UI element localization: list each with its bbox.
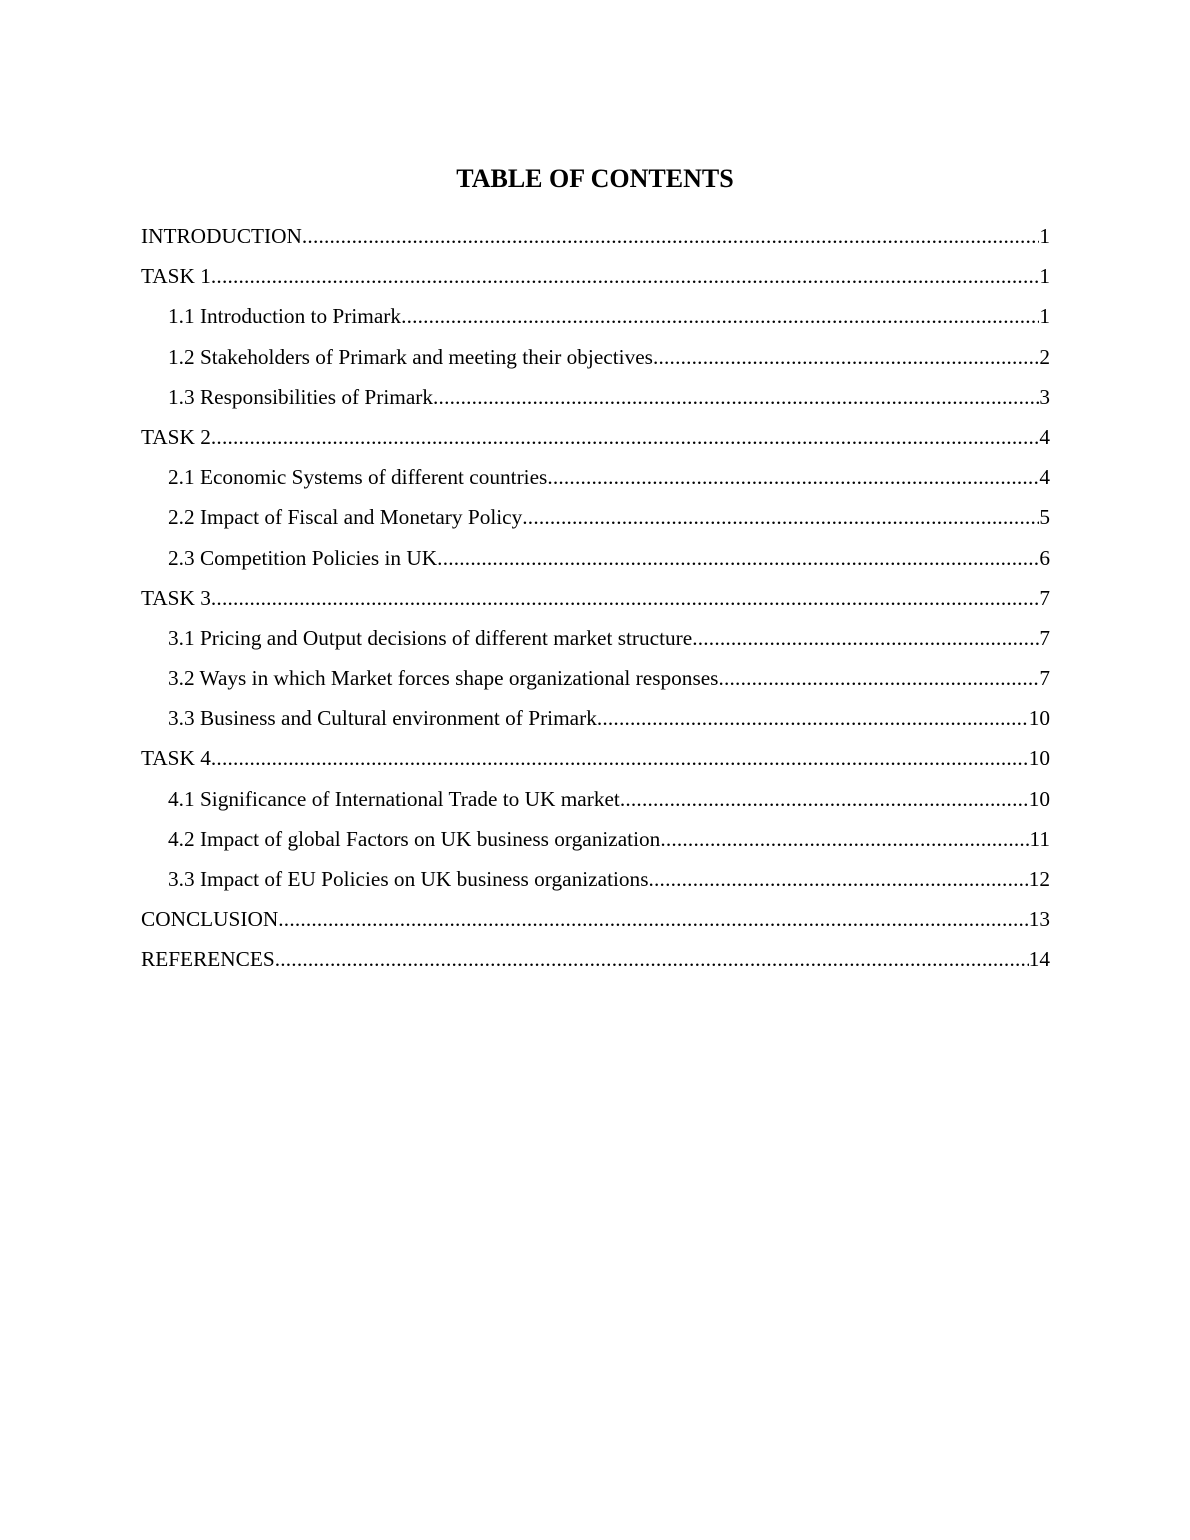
toc-entry[interactable] [141, 700, 1050, 740]
toc-entry-label: 1.2 Stakeholders of Primark and meeting their objectives [168, 344, 653, 369]
toc-entry-page: 7 [1039, 625, 1050, 650]
dot-leader [522, 499, 1039, 535]
toc-entry-label: REFERENCES [141, 947, 275, 972]
toc-entry[interactable] [141, 901, 1050, 941]
toc-entry-page: 10 [1028, 746, 1050, 771]
toc-entry-page: 12 [1028, 867, 1050, 891]
toc-entry[interactable] [141, 339, 1050, 379]
toc-entry-page: 1 [1039, 224, 1050, 248]
toc-entry-label: 4.1 Significance of International Trade to UK market [168, 786, 620, 811]
toc-entry-label: TASK 1 [141, 264, 211, 289]
toc-entry[interactable] [141, 781, 1050, 821]
toc-entry[interactable] [141, 419, 1050, 459]
toc-entry[interactable] [141, 861, 1050, 901]
dot-leader [718, 660, 1039, 696]
toc-entry[interactable] [141, 821, 1050, 861]
toc-entry-label: TASK 2 [141, 424, 211, 449]
dot-leader [211, 258, 1039, 294]
toc-entry-label: TASK 3 [141, 585, 211, 610]
toc-entry-label: 4.2 Impact of global Factors on UK business organization [168, 826, 661, 851]
dot-leader [597, 700, 1029, 736]
dot-leader [401, 298, 1039, 334]
toc-entry[interactable] [141, 620, 1050, 660]
dot-leader [433, 379, 1039, 415]
toc-entry[interactable] [141, 379, 1050, 419]
toc-entry-label: 3.3 Impact of EU Policies on UK business organizations [168, 867, 649, 891]
toc-entry-page: 4 [1039, 424, 1050, 449]
toc-entry-label: 3.2 Ways in which Market forces shape organizational responses [168, 666, 719, 691]
toc-entry-page: 11 [1029, 826, 1050, 851]
toc-entry[interactable] [141, 580, 1050, 620]
toc-list [141, 218, 1050, 982]
toc-entry-label: 3.1 Pricing and Output decisions of different market structure [168, 625, 693, 650]
toc-entry-label: 1.3 Responsibilities of Primark [168, 384, 434, 409]
dot-leader [211, 580, 1039, 616]
dot-leader [211, 740, 1029, 776]
dot-leader [547, 459, 1039, 495]
toc-entry-page: 5 [1039, 505, 1050, 530]
dot-leader [649, 861, 1029, 897]
toc-entry-label: INTRODUCTION [141, 224, 302, 248]
toc-entry-label: CONCLUSION [141, 907, 279, 932]
toc-entry-page: 10 [1028, 786, 1050, 811]
toc-entry-page: 7 [1039, 666, 1050, 691]
toc-entry[interactable] [141, 660, 1050, 700]
toc-entry-page: 4 [1039, 465, 1050, 490]
toc-entry[interactable] [141, 218, 1050, 258]
toc-entry-page: 10 [1028, 706, 1050, 731]
dot-leader [620, 781, 1029, 817]
dot-leader [302, 218, 1039, 254]
toc-entry-label: 1.1 Introduction to Primark [168, 304, 402, 329]
dot-leader [660, 821, 1029, 857]
toc-entry[interactable] [141, 941, 1050, 981]
toc-entry-page: 7 [1039, 585, 1050, 610]
dot-leader [692, 620, 1039, 656]
toc-entry-page: 2 [1039, 344, 1050, 369]
dot-leader [437, 540, 1039, 576]
toc-entry[interactable] [141, 499, 1050, 539]
toc-entry[interactable] [141, 740, 1050, 780]
toc-entry-label: 3.3 Business and Cultural environment of Primark [168, 706, 597, 731]
toc-entry[interactable] [141, 258, 1050, 298]
toc-entry[interactable] [141, 540, 1050, 580]
dot-leader [275, 941, 1029, 977]
toc-entry-page: 13 [1028, 907, 1050, 932]
toc-entry-label: 2.2 Impact of Fiscal and Monetary Policy [168, 505, 523, 530]
toc-entry-page: 3 [1039, 384, 1050, 409]
dot-leader [278, 901, 1028, 937]
dot-leader [211, 419, 1039, 455]
toc-entry-label: TASK 4 [141, 746, 211, 771]
toc-entry-label: 2.1 Economic Systems of different countries [168, 465, 548, 490]
toc-entry[interactable] [141, 298, 1050, 338]
toc-entry-page: 1 [1039, 304, 1050, 329]
toc-entry-page: 1 [1039, 264, 1050, 289]
page-title: TABLE OF CONTENTS [456, 164, 734, 193]
dot-leader [653, 339, 1039, 375]
toc-entry-page: 14 [1028, 947, 1050, 972]
toc-entry[interactable] [141, 459, 1050, 499]
toc-entry-page: 6 [1039, 545, 1050, 570]
toc-entry-label: 2.3 Competition Policies in UK [168, 545, 438, 570]
